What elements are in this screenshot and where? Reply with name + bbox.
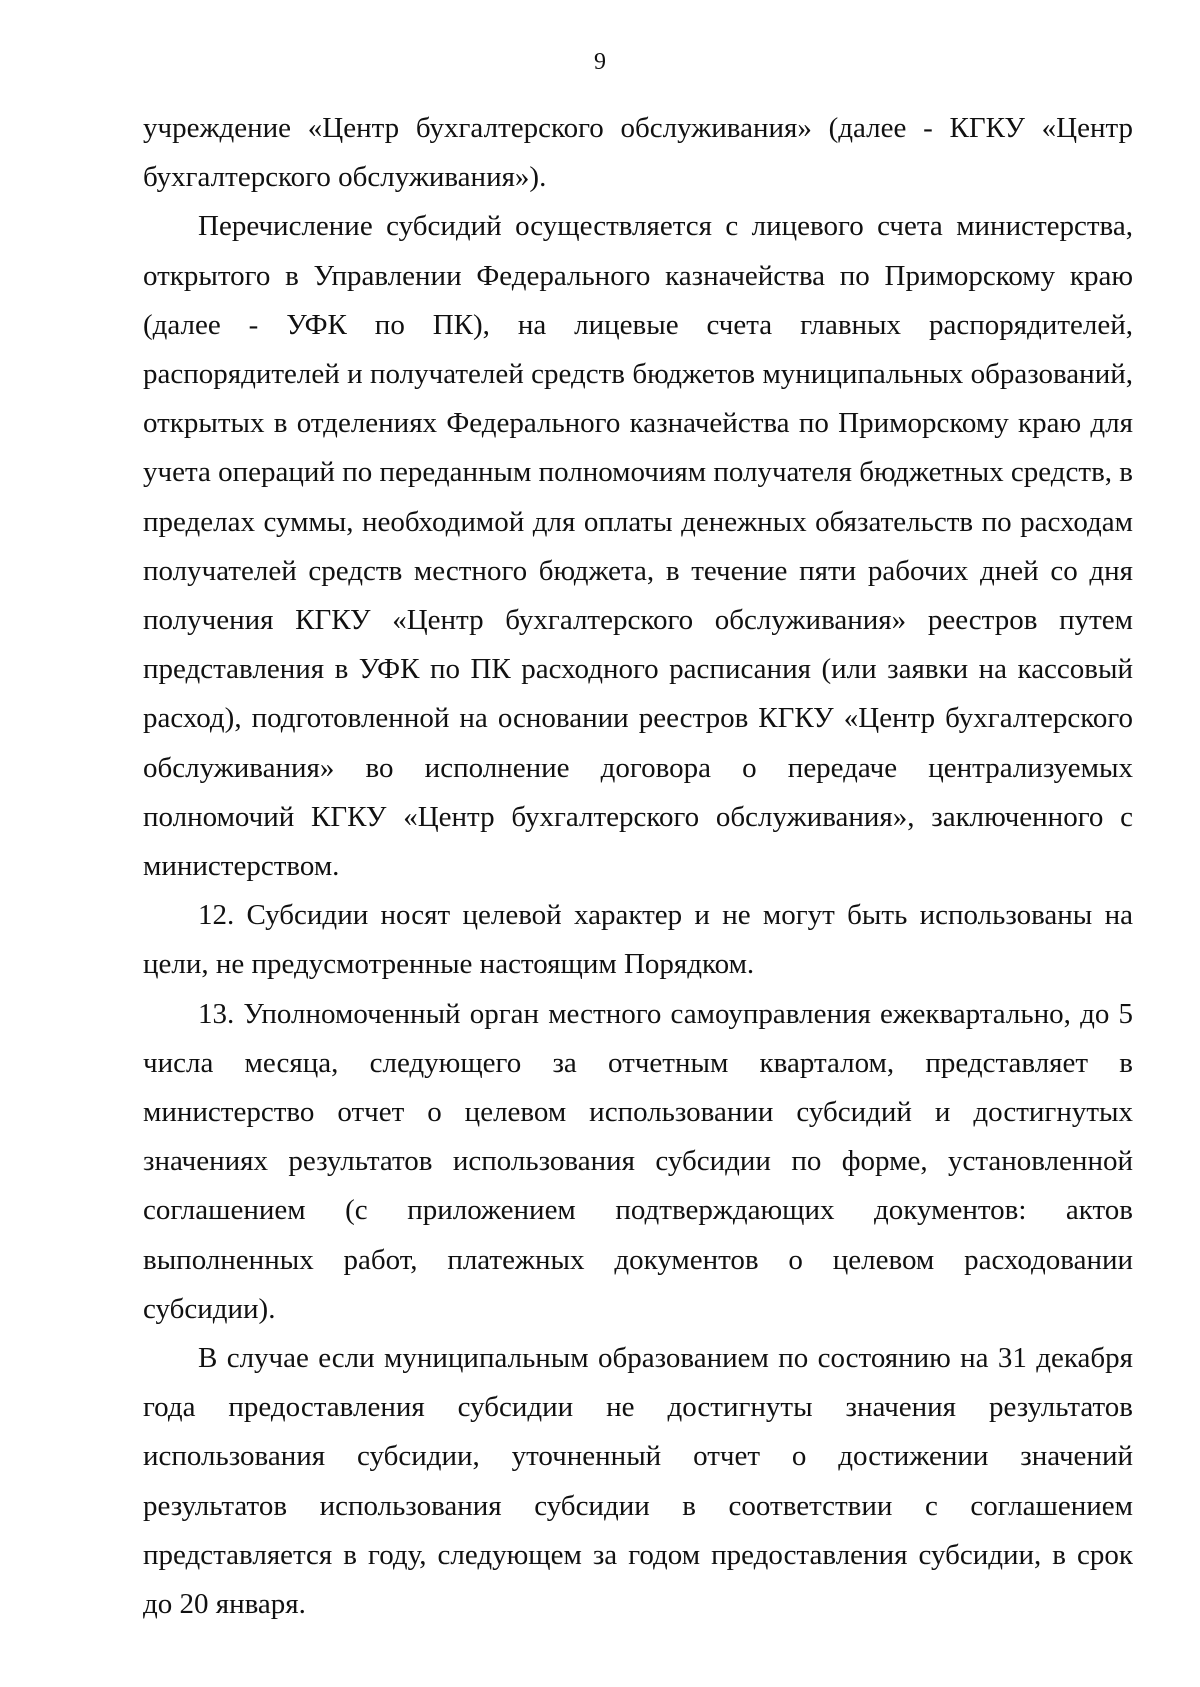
page-number: 9 [594, 49, 606, 75]
paragraph-intro: учреждение «Центр бухгалтерского обслуживания» (далее - КГКУ «Центр бухгалтерского обслуживания»). [143, 112, 1133, 194]
document-body [143, 104, 1133, 1629]
paragraph-item-13: 13. Уполномоченный орган местного самоуправления ежеквартально, до 5 числа месяца, следующего за отчетным кварталом, представляет в министерство отчет о целевом использовании субсидий и достигнутых значениях результатов использования субсидии по форме, установленной соглашением (с приложением подтверждающих документов: актов выполненных работ, платежных документов о целевом расходовании субсидии). [143, 997, 1133, 1325]
paragraph-item-12: 12. Субсидии носят целевой характер и не могут быть использованы на цели, не предусмотренные настоящим Порядком. [143, 899, 1133, 981]
paragraph-transfer: Перечисление субсидий осуществляется с лицевого счета министерства, открытого в Управлении Федерального казначейства по Приморскому краю (далее - УФК по ПК), на лицевые счета главных распорядителей, распорядителей и получателей средств бюджетов муниципальных образований, открытых в отделениях Федерального казначейства по Приморскому краю для учета операций по переданным полномочиям получателя бюджетных средств, в пределах суммы, необходимой для оплаты денежных обязательств по расходам получателей средств местного бюджета, в течение пяти рабочих дней со дня получения КГКУ «Центр бухгалтерского обслуживания» реестров путем представления в УФК по ПК расходного расписания (или заявки на кассовый расход), подготовленной на основании реестров КГКУ «Центр бухгалтерского обслуживания» во исполнение договора о передаче централизуемых полномочий КГКУ «Центр бухгалтерского обслуживания», заключенного с министерством. [143, 210, 1133, 883]
paragraph-report-deadline: В случае если муниципальным образованием по состоянию на 31 декабря года предоставления субсидии не достигнуты значения результатов использования субсидии, уточненный отчет о достижении значений результатов использования субсидии в соответствии с соглашением представляется в году, следующем за годом предоставления субсидии, в срок до 20 января. [143, 1342, 1133, 1621]
